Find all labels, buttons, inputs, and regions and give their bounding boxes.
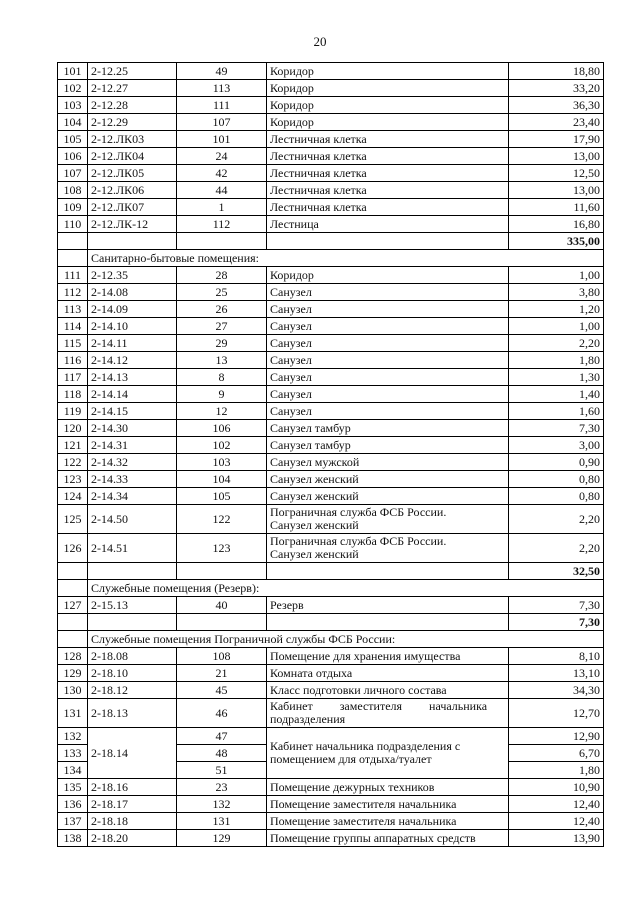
row-number: 135 — [58, 779, 88, 796]
plan-number: 45 — [177, 682, 267, 699]
plan-number: 51 — [177, 762, 267, 779]
room-area: 11,60 — [509, 199, 604, 216]
room-name: Коридор — [267, 114, 509, 131]
table-row — [58, 97, 604, 114]
room-area: 17,90 — [509, 131, 604, 148]
row-number: 125 — [58, 505, 88, 534]
table-row — [58, 648, 604, 665]
table-row — [58, 796, 604, 813]
room-code: 2-18.10 — [88, 665, 177, 682]
section-header-row — [58, 631, 604, 648]
table-row — [58, 437, 604, 454]
empty-cell — [177, 233, 267, 250]
row-number: 134 — [58, 762, 88, 779]
subtotal-value: 7,30 — [509, 614, 604, 631]
room-name: Лестничная клетка — [267, 199, 509, 216]
plan-number: 24 — [177, 148, 267, 165]
row-number: 109 — [58, 199, 88, 216]
room-code: 2-18.08 — [88, 648, 177, 665]
room-name — [267, 728, 509, 779]
table-row — [58, 386, 604, 403]
subtotal-row — [58, 563, 604, 580]
room-code: 2-12.27 — [88, 80, 177, 97]
room-area: 7,30 — [509, 420, 604, 437]
room-code: 2-14.33 — [88, 471, 177, 488]
room-code: 2-18.17 — [88, 796, 177, 813]
row-number: 132 — [58, 728, 88, 745]
room-code: 2-14.09 — [88, 301, 177, 318]
room-code: 2-12.ЛК03 — [88, 131, 177, 148]
room-area: 2,20 — [509, 534, 604, 563]
row-number: 118 — [58, 386, 88, 403]
row-number: 123 — [58, 471, 88, 488]
room-code: 2-15.13 — [88, 597, 177, 614]
row-number: 107 — [58, 165, 88, 182]
page-number: 20 — [313, 34, 327, 49]
room-name: Лестничная клетка — [267, 131, 509, 148]
room-name: Санузел — [267, 284, 509, 301]
subtotal-row — [58, 233, 604, 250]
room-area: 6,70 — [509, 745, 604, 762]
room-area: 23,40 — [509, 114, 604, 131]
room-code: 2-12.ЛК-12 — [88, 216, 177, 233]
table-row — [58, 267, 604, 284]
room-code: 2-14.10 — [88, 318, 177, 335]
plan-number: 106 — [177, 420, 267, 437]
plan-number: 105 — [177, 488, 267, 505]
room-code: 2-14.32 — [88, 454, 177, 471]
row-number: 113 — [58, 301, 88, 318]
room-name: Санузел — [267, 369, 509, 386]
room-code: 2-14.51 — [88, 534, 177, 563]
room-area: 1,00 — [509, 318, 604, 335]
plan-number: 26 — [177, 301, 267, 318]
table-row — [58, 682, 604, 699]
table-row — [58, 505, 604, 534]
room-code: 2-18.16 — [88, 779, 177, 796]
room-name: Санузел — [267, 403, 509, 420]
room-code: 2-12.ЛК04 — [88, 148, 177, 165]
room-area: 1,30 — [509, 369, 604, 386]
plan-number: 40 — [177, 597, 267, 614]
section-header-row — [58, 580, 604, 597]
premises-table — [57, 62, 604, 847]
empty-cell — [177, 563, 267, 580]
room-code: 2-12.ЛК06 — [88, 182, 177, 199]
empty-cell — [58, 233, 88, 250]
room-name-line: Пограничная служба ФСБ России. — [270, 505, 447, 519]
row-number: 131 — [58, 699, 88, 728]
subtotal-value: 32,50 — [509, 563, 604, 580]
room-code: 2-14.13 — [88, 369, 177, 386]
room-code: 2-14.30 — [88, 420, 177, 437]
room-area: 2,20 — [509, 505, 604, 534]
plan-number: 28 — [177, 267, 267, 284]
row-number: 101 — [58, 63, 88, 80]
row-number: 112 — [58, 284, 88, 301]
plan-number: 112 — [177, 216, 267, 233]
premises-table-body — [58, 63, 604, 847]
room-area: 33,20 — [509, 80, 604, 97]
plan-number: 27 — [177, 318, 267, 335]
plan-number: 1 — [177, 199, 267, 216]
table-row — [58, 420, 604, 437]
room-area: 8,10 — [509, 648, 604, 665]
table-row — [58, 148, 604, 165]
table-row — [58, 284, 604, 301]
row-number: 111 — [58, 267, 88, 284]
plan-number: 104 — [177, 471, 267, 488]
table-row — [58, 830, 604, 847]
room-name — [267, 534, 509, 563]
room-area: 1,80 — [509, 762, 604, 779]
room-area: 10,90 — [509, 779, 604, 796]
room-name: Помещение группы аппаратных средств — [267, 830, 509, 847]
plan-number: 12 — [177, 403, 267, 420]
row-number: 124 — [58, 488, 88, 505]
room-name: Коридор — [267, 97, 509, 114]
room-name: Класс подготовки личного состава — [267, 682, 509, 699]
room-name-line: Кабинет начальника подразделения с — [270, 739, 461, 753]
room-area: 13,00 — [509, 148, 604, 165]
room-area: 0,80 — [509, 488, 604, 505]
room-code: 2-14.31 — [88, 437, 177, 454]
room-name: Лестничная клетка — [267, 165, 509, 182]
room-code: 2-14.14 — [88, 386, 177, 403]
table-row — [58, 665, 604, 682]
room-area: 34,30 — [509, 682, 604, 699]
plan-number: 111 — [177, 97, 267, 114]
room-name: Санузел — [267, 335, 509, 352]
room-name: Резерв — [267, 597, 509, 614]
plan-number: 101 — [177, 131, 267, 148]
room-code: 2-18.18 — [88, 813, 177, 830]
row-number: 116 — [58, 352, 88, 369]
plan-number: 44 — [177, 182, 267, 199]
room-name: Помещение заместителя начальника — [267, 796, 509, 813]
room-area: 3,00 — [509, 437, 604, 454]
table-row — [58, 335, 604, 352]
table-row — [58, 454, 604, 471]
row-number: 119 — [58, 403, 88, 420]
room-name: Санузел тамбур — [267, 437, 509, 454]
room-code: 2-12.35 — [88, 267, 177, 284]
room-area: 1,60 — [509, 403, 604, 420]
room-area: 13,10 — [509, 665, 604, 682]
room-code: 2-14.11 — [88, 335, 177, 352]
room-area: 18,80 — [509, 63, 604, 80]
plan-number: 132 — [177, 796, 267, 813]
row-number: 103 — [58, 97, 88, 114]
table-row — [58, 301, 604, 318]
room-name — [267, 505, 509, 534]
row-number: 137 — [58, 813, 88, 830]
table-row — [58, 216, 604, 233]
row-number: 102 — [58, 80, 88, 97]
row-number: 133 — [58, 745, 88, 762]
section-title: Служебные помещения (Резерв): — [88, 580, 604, 597]
room-name — [267, 699, 509, 728]
table-row — [58, 352, 604, 369]
table-row — [58, 199, 604, 216]
room-name: Санузел — [267, 301, 509, 318]
plan-number: 23 — [177, 779, 267, 796]
empty-cell — [58, 563, 88, 580]
room-code: 2-12.29 — [88, 114, 177, 131]
table-row — [58, 114, 604, 131]
room-name: Санузел женский — [267, 488, 509, 505]
table-row — [58, 369, 604, 386]
row-number: 128 — [58, 648, 88, 665]
plan-number: 113 — [177, 80, 267, 97]
plan-number: 25 — [177, 284, 267, 301]
row-number: 122 — [58, 454, 88, 471]
room-area: 3,80 — [509, 284, 604, 301]
row-number: 104 — [58, 114, 88, 131]
plan-number: 107 — [177, 114, 267, 131]
room-name: Лестничная клетка — [267, 182, 509, 199]
table-row — [58, 534, 604, 563]
room-code: 2-18.14 — [88, 728, 177, 779]
room-area: 16,80 — [509, 216, 604, 233]
row-number: 114 — [58, 318, 88, 335]
table-row — [58, 813, 604, 830]
empty-cell — [58, 614, 88, 631]
empty-cell — [267, 233, 509, 250]
room-code: 2-14.15 — [88, 403, 177, 420]
table-row — [58, 63, 604, 80]
subtotal-row — [58, 614, 604, 631]
room-area: 1,40 — [509, 386, 604, 403]
room-code: 2-14.50 — [88, 505, 177, 534]
room-code: 2-12.ЛК07 — [88, 199, 177, 216]
table-row — [58, 182, 604, 199]
room-name-line: подразделения — [270, 712, 346, 726]
plan-number: 8 — [177, 369, 267, 386]
room-name: Санузел — [267, 318, 509, 335]
row-number: 138 — [58, 830, 88, 847]
plan-number: 48 — [177, 745, 267, 762]
room-name: Санузел женский — [267, 471, 509, 488]
room-name-line: помещением для отдыха/туалет — [270, 752, 432, 766]
room-area: 1,80 — [509, 352, 604, 369]
room-area: 13,90 — [509, 830, 604, 847]
room-area: 2,20 — [509, 335, 604, 352]
table-row — [58, 728, 604, 745]
room-name: Санузел тамбур — [267, 420, 509, 437]
room-code: 2-12.25 — [88, 63, 177, 80]
plan-number: 122 — [177, 505, 267, 534]
table-row — [58, 165, 604, 182]
plan-number: 47 — [177, 728, 267, 745]
room-area: 1,00 — [509, 267, 604, 284]
row-number: 136 — [58, 796, 88, 813]
plan-number: 131 — [177, 813, 267, 830]
room-area: 12,50 — [509, 165, 604, 182]
room-name: Коридор — [267, 63, 509, 80]
empty-cell — [88, 614, 177, 631]
plan-number: 108 — [177, 648, 267, 665]
empty-cell — [88, 233, 177, 250]
room-name-line: Санузел женский — [270, 547, 359, 561]
row-number: 108 — [58, 182, 88, 199]
room-code: 2-18.20 — [88, 830, 177, 847]
table-row — [58, 471, 604, 488]
room-area: 12,70 — [509, 699, 604, 728]
row-number: 117 — [58, 369, 88, 386]
row-number: 129 — [58, 665, 88, 682]
table-row — [58, 403, 604, 420]
room-name: Помещение дежурных техников — [267, 779, 509, 796]
empty-cell — [88, 563, 177, 580]
empty-cell — [177, 614, 267, 631]
room-name-line: Пограничная служба ФСБ России. — [270, 534, 447, 548]
room-code: 2-14.08 — [88, 284, 177, 301]
empty-cell — [267, 614, 509, 631]
room-code: 2-14.34 — [88, 488, 177, 505]
room-name-line: Санузел женский — [270, 518, 359, 532]
table-row — [58, 779, 604, 796]
plan-number: 103 — [177, 454, 267, 471]
room-name: Лестница — [267, 216, 509, 233]
row-number: 127 — [58, 597, 88, 614]
room-name: Коридор — [267, 80, 509, 97]
table-row — [58, 318, 604, 335]
empty-cell — [267, 563, 509, 580]
plan-number: 46 — [177, 699, 267, 728]
room-area: 13,00 — [509, 182, 604, 199]
table-row — [58, 131, 604, 148]
row-number: 126 — [58, 534, 88, 563]
plan-number: 42 — [177, 165, 267, 182]
room-area: 0,80 — [509, 471, 604, 488]
room-code: 2-18.13 — [88, 699, 177, 728]
plan-number: 129 — [177, 830, 267, 847]
table-row — [58, 80, 604, 97]
table-row — [58, 488, 604, 505]
room-area: 12,40 — [509, 813, 604, 830]
room-area: 7,30 — [509, 597, 604, 614]
room-code: 2-14.12 — [88, 352, 177, 369]
room-name: Санузел — [267, 386, 509, 403]
empty-cell — [58, 250, 88, 267]
section-header-row — [58, 250, 604, 267]
empty-cell — [58, 631, 88, 648]
table-row — [58, 699, 604, 728]
room-name-line: Кабинет заместителя начальника — [270, 699, 488, 713]
row-number: 105 — [58, 131, 88, 148]
row-number: 120 — [58, 420, 88, 437]
room-name: Санузел мужской — [267, 454, 509, 471]
room-area: 0,90 — [509, 454, 604, 471]
row-number: 130 — [58, 682, 88, 699]
subtotal-value: 335,00 — [509, 233, 604, 250]
plan-number: 13 — [177, 352, 267, 369]
room-area: 1,20 — [509, 301, 604, 318]
plan-number: 9 — [177, 386, 267, 403]
plan-number: 49 — [177, 63, 267, 80]
room-area: 12,90 — [509, 728, 604, 745]
plan-number: 21 — [177, 665, 267, 682]
room-code: 2-12.28 — [88, 97, 177, 114]
plan-number: 29 — [177, 335, 267, 352]
table-row — [58, 597, 604, 614]
room-name: Комната отдыха — [267, 665, 509, 682]
room-name: Лестничная клетка — [267, 148, 509, 165]
section-title: Санитарно-бытовые помещения: — [88, 250, 604, 267]
row-number: 106 — [58, 148, 88, 165]
room-code: 2-12.ЛК05 — [88, 165, 177, 182]
row-number: 110 — [58, 216, 88, 233]
room-area: 36,30 — [509, 97, 604, 114]
room-name: Помещение для хранения имущества — [267, 648, 509, 665]
plan-number: 102 — [177, 437, 267, 454]
room-code: 2-18.12 — [88, 682, 177, 699]
section-title: Служебные помещения Пограничной службы ФСБ России: — [88, 631, 604, 648]
room-name: Санузел — [267, 352, 509, 369]
room-name: Коридор — [267, 267, 509, 284]
row-number: 121 — [58, 437, 88, 454]
row-number: 115 — [58, 335, 88, 352]
empty-cell — [58, 580, 88, 597]
room-name: Помещение заместителя начальника — [267, 813, 509, 830]
plan-number: 123 — [177, 534, 267, 563]
room-area: 12,40 — [509, 796, 604, 813]
